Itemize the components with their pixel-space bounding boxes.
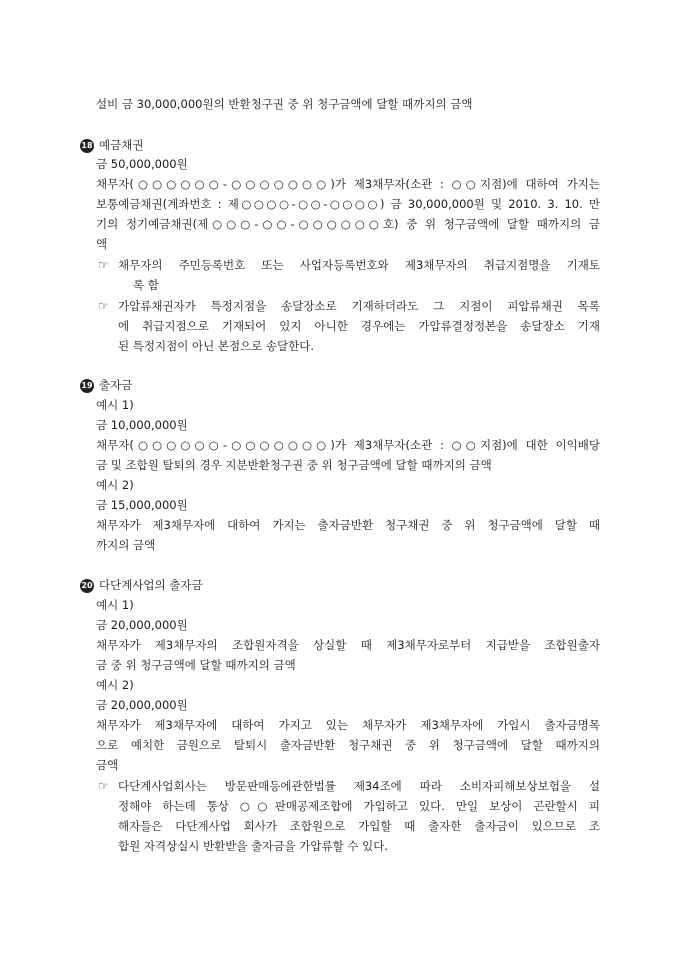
- example-label: 예시 2): [96, 678, 134, 692]
- note-line: 된 특정지점이 아닌 본점으로 송달한다.: [118, 339, 315, 353]
- note-line: 해자들은 다단계사업 회사가 조합원으로 가입할 때 출자한 출자금이 있으므로 조: [118, 819, 600, 833]
- section-title: 다단계사업의 출자금: [99, 578, 203, 592]
- amount-line: 금 20,000,000원: [96, 618, 188, 632]
- section-20-heading: [80, 577, 203, 593]
- paragraph-line: 채무자가 제3채무자에 대하여 가지고 있는 채무자가 제3채무자에 가입시 출자금명목: [96, 718, 600, 732]
- paragraph-line: 금 중 위 청구금액에 달할 때까지의 금액: [96, 658, 296, 672]
- paragraph-line: 금 및 조합원 탈퇴의 경우 지분반환청구권 중 위 청구금액에 달할 때까지의 금액: [96, 458, 492, 472]
- paragraph-line: 기의 정기예금채권(제○○○-○○-○○○○○○호) 중 위 청구금액에 달할 때까지의 금: [96, 217, 600, 231]
- section-18-heading: [80, 137, 143, 153]
- paragraph-line: 채무자(○○○○○○-○○○○○○○)가 제3채무자(소관 : ○○지점)에 대하여 가지는: [96, 177, 600, 191]
- section-number-badge: 20: [80, 579, 94, 593]
- note-line: 채무자의 주민등록번호 또는 사업자등록번호와 제3채무자의 취급지점명을 기재토: [118, 258, 600, 272]
- note-line: 정해야 하는데 통상 ○○판매공제조합에 가입하고 있다. 만일 보상이 곤란할시 피: [118, 799, 600, 813]
- note-line: 에 취급지점으로 기재되어 있지 아니한 경우에는 가압류결정정본을 송달장소 기재: [118, 319, 600, 333]
- note-line: 다단계사업회사는 방문판매등에관한법률 제34조에 따라 소비자피해보상보험을 설: [118, 779, 600, 793]
- section-number-badge: 19: [80, 379, 94, 393]
- note-pointer-icon: ☞: [98, 779, 109, 793]
- section-number-badge: 18: [80, 139, 94, 153]
- section-19-heading: [80, 377, 132, 393]
- amount-line: 금 15,000,000원: [96, 498, 188, 512]
- paragraph-line: 금액: [96, 758, 119, 772]
- note-pointer-icon: ☞: [98, 299, 109, 313]
- paragraph-line: 채무자가 제3채무자에 대하여 가지는 출자금반환 청구채권 중 위 청구금액에 달할 때: [96, 518, 600, 532]
- continuation-line: 설비 금 30,000,000원의 반환청구권 중 위 청구금액에 달할 때까지의 금액: [96, 97, 473, 111]
- example-label: 예시 1): [96, 598, 134, 612]
- paragraph-line: 까지의 금액: [96, 538, 156, 552]
- paragraph-line: 으로 예치한 금원으로 탈퇴시 출자금반환 청구채권 중 위 청구금액에 달할 때까지의: [96, 738, 600, 752]
- note-line: 록 함: [133, 278, 159, 292]
- paragraph-line: 채무자(○○○○○○-○○○○○○○)가 제3채무자(소관 : ○○지점)에 대한 이익배당: [96, 438, 600, 452]
- paragraph-line: 보통예금채권(계좌번호 : 제○○○○-○○-○○○○) 금 30,000,000원 및 2010. 3. 10. 만: [96, 197, 600, 211]
- note-pointer-icon: ☞: [98, 258, 109, 272]
- section-title: 예금채권: [99, 138, 144, 152]
- amount-line: 금 20,000,000원: [96, 698, 188, 712]
- amount-line: 금 10,000,000원: [96, 418, 188, 432]
- example-label: 예시 2): [96, 478, 134, 492]
- note-line: 가압류채권자가 특정지점을 송달장소로 기재하더라도 그 지점이 피압류채권 목록: [118, 299, 600, 313]
- paragraph-line: 액: [96, 237, 108, 251]
- amount-line: 금 50,000,000원: [96, 157, 188, 171]
- note-line: 합원 자격상실시 반환받을 출자금을 가압류할 수 있다.: [118, 839, 388, 853]
- example-label: 예시 1): [96, 398, 134, 412]
- paragraph-line: 채무자가 제3채무자의 조합원자격을 상실할 때 제3채무자로부터 지급받을 조합원출자: [96, 638, 600, 652]
- section-title: 출자금: [99, 378, 133, 392]
